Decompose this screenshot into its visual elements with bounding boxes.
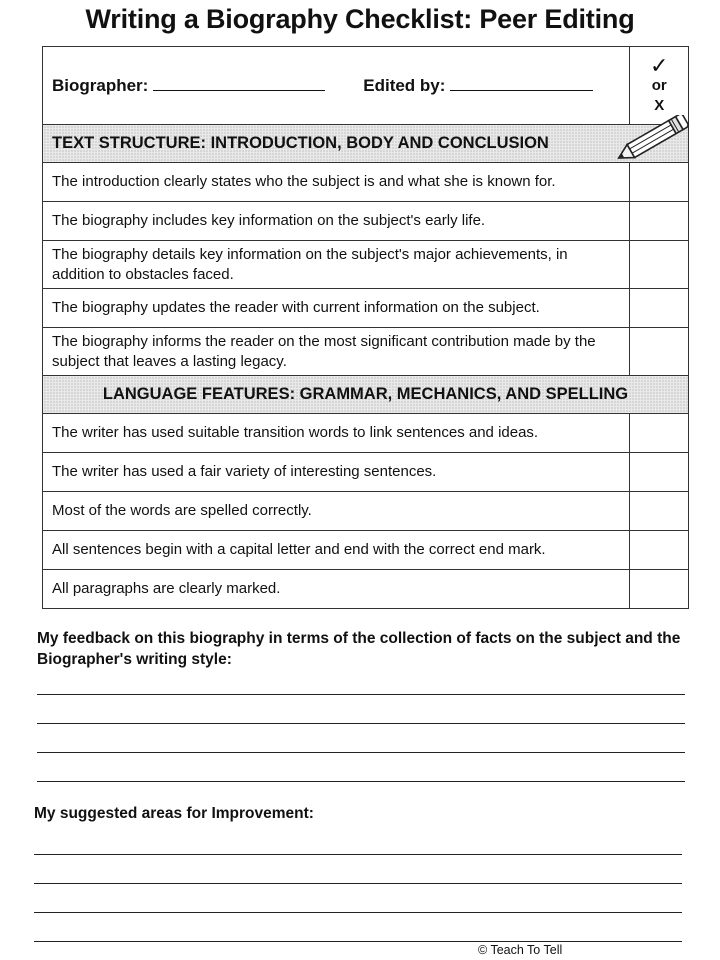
edited-by-field[interactable] — [450, 78, 593, 91]
check-box[interactable] — [630, 163, 689, 202]
checklist-row — [43, 570, 689, 609]
section-heading-row — [43, 125, 689, 163]
checklist-row — [43, 492, 689, 531]
biographer-field[interactable] — [153, 78, 325, 91]
check-box[interactable] — [630, 289, 689, 328]
improvement-line[interactable] — [34, 854, 682, 855]
check-box[interactable] — [630, 414, 689, 453]
improvement-line[interactable] — [34, 912, 682, 913]
copyright-footer: © Teach To Tell — [478, 943, 563, 957]
section-heading: LANGUAGE FEATURES: GRAMMAR, MECHANICS, AND SPELLING — [43, 376, 689, 414]
section-heading: TEXT STRUCTURE: INTRODUCTION, BODY AND CONCLUSION — [43, 125, 689, 163]
checklist-row — [43, 163, 689, 202]
checkmark-icon: ✓ — [650, 52, 669, 78]
feedback-line[interactable] — [37, 723, 685, 724]
checklist-item-text: All paragraphs are clearly marked. — [43, 570, 630, 609]
checklist-row — [43, 328, 689, 376]
mark-x-label: X — [654, 96, 665, 114]
checklist-header-row — [43, 47, 689, 125]
check-box[interactable] — [630, 570, 689, 609]
improvement-line[interactable] — [34, 941, 682, 942]
checklist-item-text: The biography details key information on the subject's major achievements, in addition to obstacles faced. — [43, 241, 630, 289]
names-cell — [43, 47, 630, 125]
mark-or-label: or — [651, 76, 667, 94]
improvement-line[interactable] — [34, 883, 682, 884]
check-box[interactable] — [630, 328, 689, 376]
edited-by-label: Edited by: — [363, 75, 446, 95]
checklist-item-text: The introduction clearly states who the subject is and what she is known for. — [43, 163, 630, 202]
checklist-item-text: Most of the words are spelled correctly. — [43, 492, 630, 531]
checklist-row — [43, 453, 689, 492]
checklist-item-text: The writer has used a fair variety of interesting sentences. — [43, 453, 630, 492]
feedback-line[interactable] — [37, 752, 685, 753]
check-box[interactable] — [630, 453, 689, 492]
checklist-row — [43, 289, 689, 328]
checklist-item-text: The writer has used suitable transition words to link sentences and ideas. — [43, 414, 630, 453]
feedback-line[interactable] — [37, 694, 685, 695]
biographer-label: Biographer: — [52, 75, 149, 95]
page-title: Writing a Biography Checklist: Peer Editing — [85, 4, 635, 34]
feedback-prompt: My feedback on this biography in terms of the collection of facts on the subject and the Biographer's writing style: — [37, 630, 681, 668]
check-box[interactable] — [630, 202, 689, 241]
checklist-row — [43, 531, 689, 570]
checklist-row — [43, 241, 689, 289]
pencil-icon — [610, 115, 692, 165]
checklist-item-text: The biography includes key information on the subject's early life. — [43, 202, 630, 241]
mark-header-cell — [630, 47, 689, 125]
checklist-row — [43, 414, 689, 453]
feedback-line[interactable] — [37, 781, 685, 782]
check-box[interactable] — [630, 531, 689, 570]
improvement-prompt: My suggested areas for Improvement: — [34, 805, 314, 822]
checklist-item-text: All sentences begin with a capital letter and end with the correct end mark. — [43, 531, 630, 570]
section-heading-row — [43, 376, 689, 414]
checklist-table — [42, 46, 689, 609]
check-box[interactable] — [630, 492, 689, 531]
checklist-item-text: The biography informs the reader on the most significant contribution made by the subject that leaves a lasting legacy. — [43, 328, 630, 376]
checklist-item-text: The biography updates the reader with current information on the subject. — [43, 289, 630, 328]
checklist-row — [43, 202, 689, 241]
check-box[interactable] — [630, 241, 689, 289]
